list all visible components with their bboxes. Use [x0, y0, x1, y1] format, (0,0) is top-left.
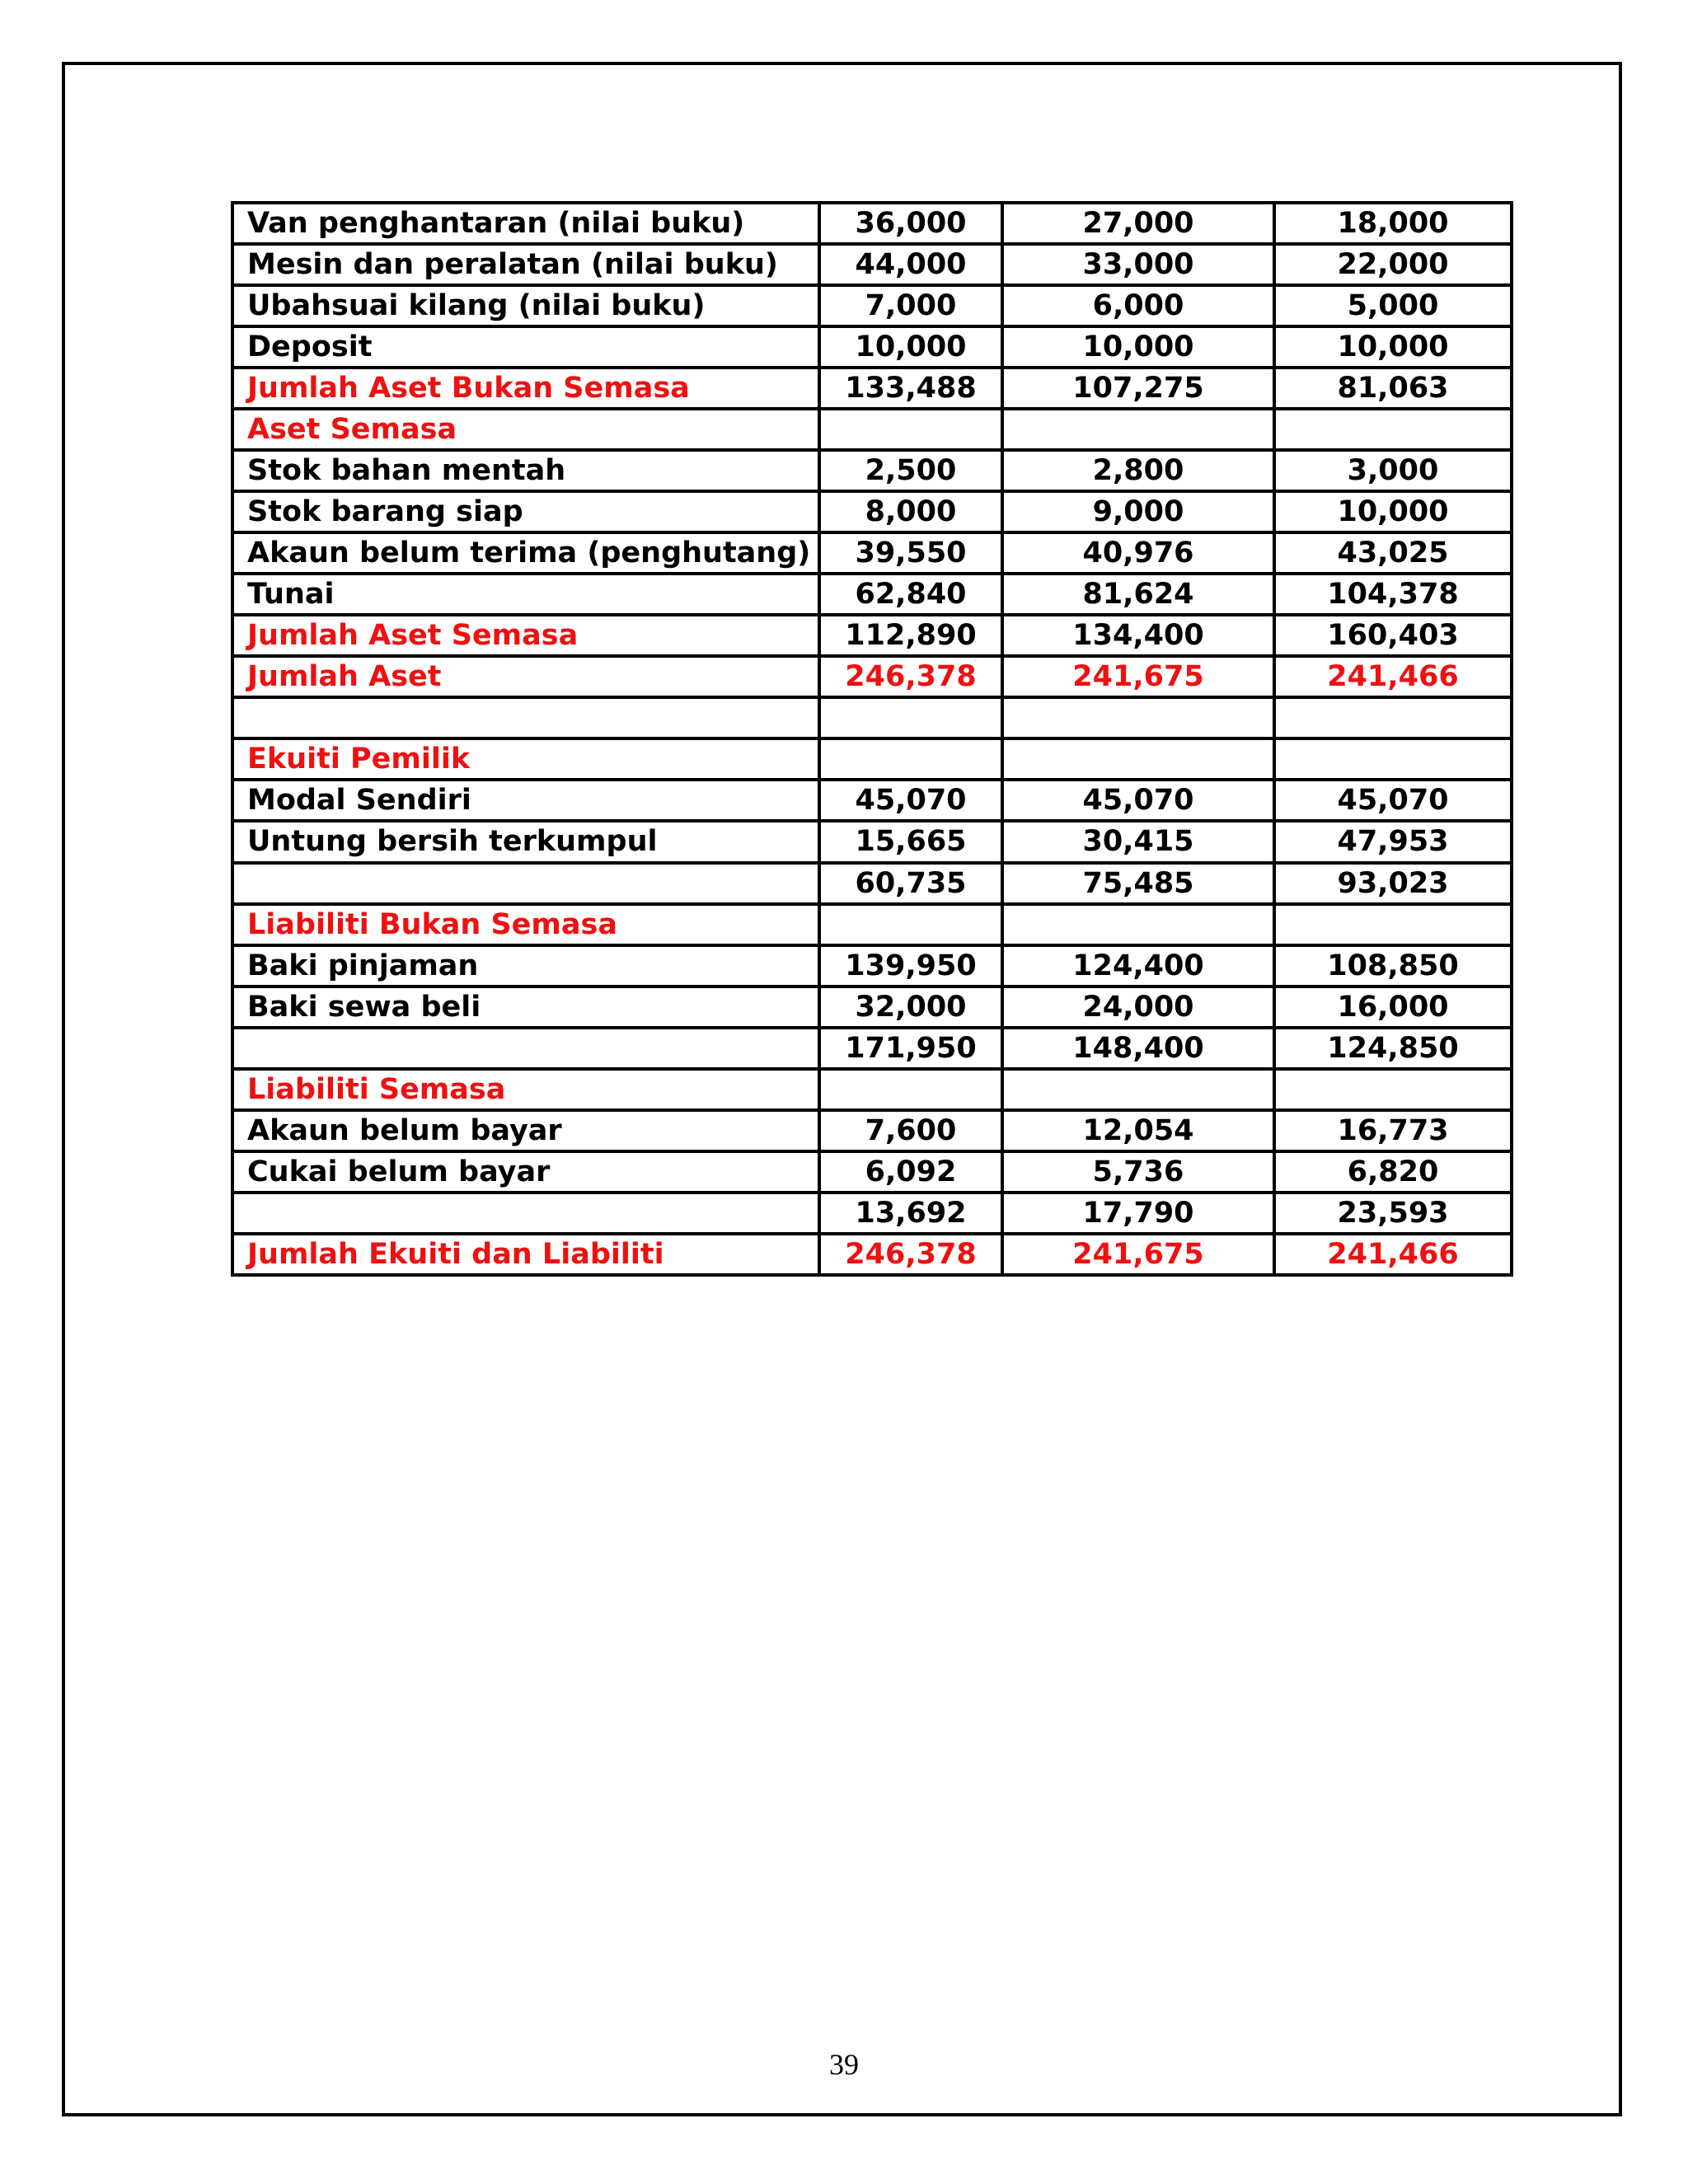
- row-label: Jumlah Ekuiti dan Liabiliti: [232, 1234, 819, 1275]
- row-label: Mesin dan peralatan (nilai buku): [232, 244, 819, 285]
- value-col-1: [819, 738, 1002, 780]
- value-col-1: 8,000: [819, 491, 1002, 532]
- row-label: Stok bahan mentah: [232, 450, 819, 491]
- value-col-2: 6,000: [1002, 285, 1274, 326]
- value-col-3: 16,000: [1274, 987, 1512, 1028]
- value-col-3: 18,000: [1274, 203, 1512, 244]
- value-col-3: 5,000: [1274, 285, 1512, 326]
- table-row: [232, 945, 1512, 987]
- value-col-2: 40,976: [1002, 532, 1274, 574]
- value-col-3: 104,378: [1274, 574, 1512, 615]
- table-row: [232, 574, 1512, 615]
- value-col-1: 62,840: [819, 574, 1002, 615]
- value-col-1: 13,692: [819, 1193, 1002, 1234]
- value-col-1: 112,890: [819, 615, 1002, 656]
- value-col-2: 2,800: [1002, 450, 1274, 491]
- value-col-3: 241,466: [1274, 1234, 1512, 1275]
- value-col-3: [1274, 1069, 1512, 1110]
- value-col-2: 24,000: [1002, 987, 1274, 1028]
- subtotal-row: [232, 615, 1512, 656]
- value-col-1: 139,950: [819, 945, 1002, 987]
- value-col-1: 246,378: [819, 656, 1002, 697]
- table-row: [232, 821, 1512, 862]
- value-col-3: [1274, 697, 1512, 738]
- value-col-1: 246,378: [819, 1234, 1002, 1275]
- total-row: [232, 1234, 1512, 1275]
- value-col-1: [819, 409, 1002, 450]
- table-row: [232, 491, 1512, 532]
- value-col-1: 7,600: [819, 1110, 1002, 1151]
- value-col-2: 124,400: [1002, 945, 1274, 987]
- total-row: [232, 656, 1512, 697]
- value-col-2: 30,415: [1002, 821, 1274, 862]
- value-col-2: 45,070: [1002, 780, 1274, 821]
- value-col-3: 241,466: [1274, 656, 1512, 697]
- value-col-1: 15,665: [819, 821, 1002, 862]
- row-label: [232, 1028, 819, 1069]
- table-row: [232, 1151, 1512, 1193]
- value-col-2: [1002, 697, 1274, 738]
- value-col-2: 9,000: [1002, 491, 1274, 532]
- value-col-1: [819, 697, 1002, 738]
- page-number: 39: [829, 2048, 859, 2081]
- value-col-1: 32,000: [819, 987, 1002, 1028]
- table-row: [232, 780, 1512, 821]
- value-col-2: 17,790: [1002, 1193, 1274, 1234]
- value-col-2: [1002, 1069, 1274, 1110]
- row-label: Cukai belum bayar: [232, 1151, 819, 1193]
- value-col-2: 33,000: [1002, 244, 1274, 285]
- value-col-3: [1274, 738, 1512, 780]
- value-col-1: 171,950: [819, 1028, 1002, 1069]
- value-col-1: 10,000: [819, 326, 1002, 368]
- row-label: Ubahsuai kilang (nilai buku): [232, 285, 819, 326]
- row-label: Modal Sendiri: [232, 780, 819, 821]
- value-col-2: 148,400: [1002, 1028, 1274, 1069]
- value-col-3: 160,403: [1274, 615, 1512, 656]
- value-col-1: 7,000: [819, 285, 1002, 326]
- value-col-1: 6,092: [819, 1151, 1002, 1193]
- value-col-1: 60,735: [819, 863, 1002, 904]
- value-col-2: 134,400: [1002, 615, 1274, 656]
- row-label: Baki sewa beli: [232, 987, 819, 1028]
- value-col-3: 124,850: [1274, 1028, 1512, 1069]
- row-label: [232, 1193, 819, 1234]
- balance-sheet-table: [231, 201, 1513, 1277]
- subtotal-row: [232, 368, 1512, 409]
- section-heading: Aset Semasa: [232, 409, 819, 450]
- row-label: [232, 697, 819, 738]
- section-heading: Liabiliti Semasa: [232, 1069, 819, 1110]
- section-header-row: [232, 738, 1512, 780]
- empty-row: [232, 697, 1512, 738]
- row-label: Stok barang siap: [232, 491, 819, 532]
- value-col-1: [819, 1069, 1002, 1110]
- subtotal-row: [232, 863, 1512, 904]
- row-label: Akaun belum terima (penghutang): [232, 532, 819, 574]
- table-row: [232, 987, 1512, 1028]
- row-label: Van penghantaran (nilai buku): [232, 203, 819, 244]
- value-col-2: 12,054: [1002, 1110, 1274, 1151]
- value-col-1: 44,000: [819, 244, 1002, 285]
- value-col-3: 10,000: [1274, 326, 1512, 368]
- value-col-3: [1274, 409, 1512, 450]
- section-heading: Ekuiti Pemilik: [232, 738, 819, 780]
- value-col-1: 45,070: [819, 780, 1002, 821]
- table-row: [232, 450, 1512, 491]
- table-row: [232, 1110, 1512, 1151]
- row-label: Akaun belum bayar: [232, 1110, 819, 1151]
- row-label: Untung bersih terkumpul: [232, 821, 819, 862]
- value-col-1: 2,500: [819, 450, 1002, 491]
- value-col-1: 39,550: [819, 532, 1002, 574]
- section-header-row: [232, 1069, 1512, 1110]
- row-label: Jumlah Aset Semasa: [232, 615, 819, 656]
- table-row: [232, 285, 1512, 326]
- value-col-3: [1274, 904, 1512, 945]
- value-col-1: 36,000: [819, 203, 1002, 244]
- value-col-3: 16,773: [1274, 1110, 1512, 1151]
- value-col-3: 45,070: [1274, 780, 1512, 821]
- row-label: [232, 863, 819, 904]
- row-label: Deposit: [232, 326, 819, 368]
- value-col-1: [819, 904, 1002, 945]
- value-col-3: 43,025: [1274, 532, 1512, 574]
- value-col-3: 10,000: [1274, 491, 1512, 532]
- table-row: [232, 244, 1512, 285]
- section-header-row: [232, 409, 1512, 450]
- value-col-2: [1002, 409, 1274, 450]
- value-col-2: 27,000: [1002, 203, 1274, 244]
- section-header-row: [232, 904, 1512, 945]
- value-col-2: [1002, 904, 1274, 945]
- subtotal-row: [232, 1193, 1512, 1234]
- table-row: [232, 532, 1512, 574]
- value-col-2: 241,675: [1002, 656, 1274, 697]
- value-col-2: 5,736: [1002, 1151, 1274, 1193]
- value-col-2: 81,624: [1002, 574, 1274, 615]
- section-heading: Liabiliti Bukan Semasa: [232, 904, 819, 945]
- row-label: Jumlah Aset Bukan Semasa: [232, 368, 819, 409]
- row-label: Tunai: [232, 574, 819, 615]
- value-col-2: 75,485: [1002, 863, 1274, 904]
- subtotal-row: [232, 1028, 1512, 1069]
- value-col-2: 241,675: [1002, 1234, 1274, 1275]
- value-col-3: 81,063: [1274, 368, 1512, 409]
- value-col-3: 47,953: [1274, 821, 1512, 862]
- row-label: Baki pinjaman: [232, 945, 819, 987]
- value-col-1: 133,488: [819, 368, 1002, 409]
- value-col-3: 3,000: [1274, 450, 1512, 491]
- table-row: [232, 326, 1512, 368]
- value-col-2: [1002, 738, 1274, 780]
- table-row: [232, 203, 1512, 244]
- value-col-3: 6,820: [1274, 1151, 1512, 1193]
- row-label: Jumlah Aset: [232, 656, 819, 697]
- value-col-3: 108,850: [1274, 945, 1512, 987]
- value-col-3: 22,000: [1274, 244, 1512, 285]
- value-col-3: 93,023: [1274, 863, 1512, 904]
- value-col-3: 23,593: [1274, 1193, 1512, 1234]
- value-col-2: 107,275: [1002, 368, 1274, 409]
- value-col-2: 10,000: [1002, 326, 1274, 368]
